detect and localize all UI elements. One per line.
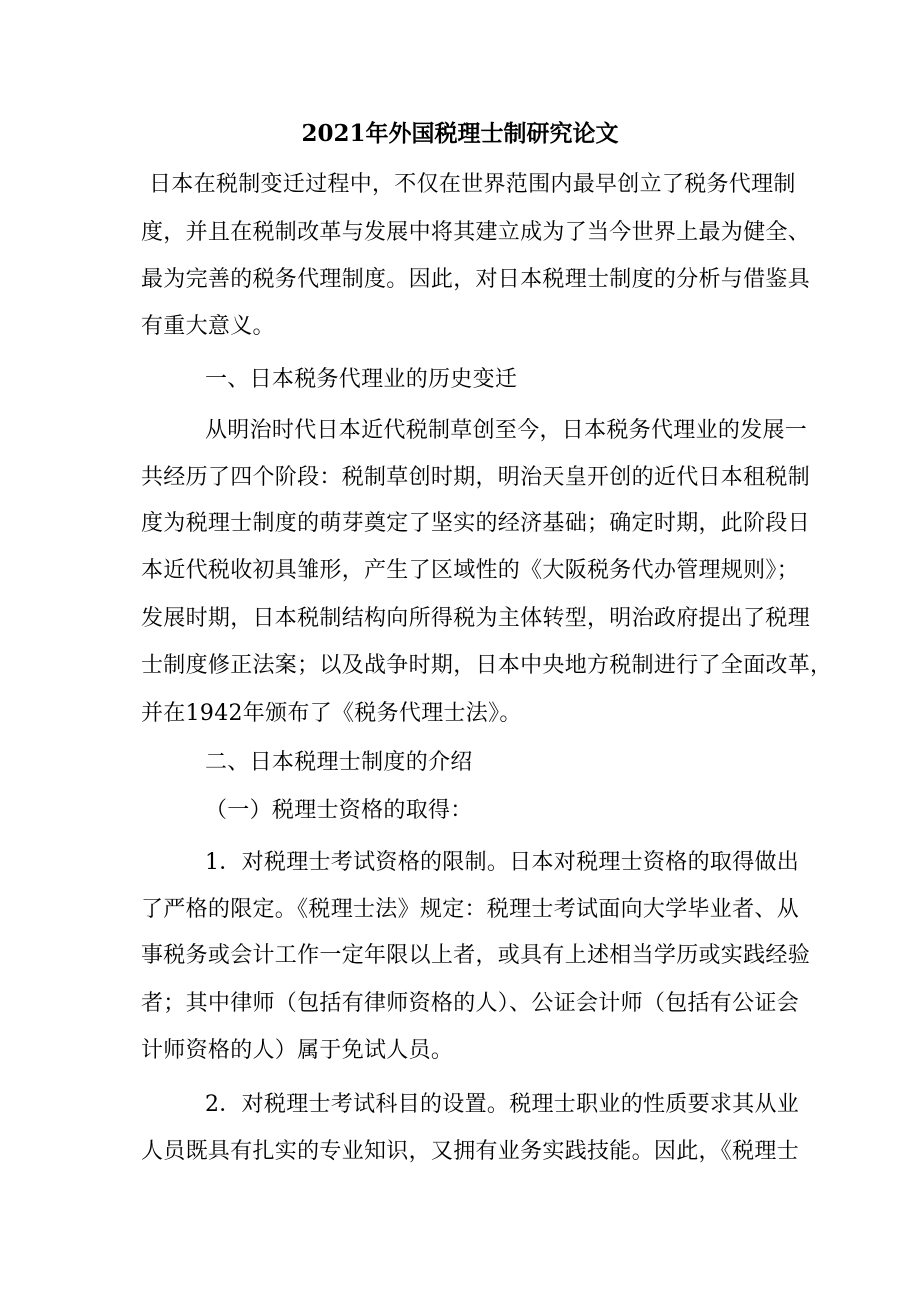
- paragraph-3-line-1: 1．对税理士考试资格的限制。日本对税理士资格的取得做出: [205, 850, 800, 875]
- paragraph-3-line-3: 事税务或会计工作一定年限以上者，或具有上述相当学历或实践经验: [141, 943, 811, 968]
- paragraph-1-line-2: 度，并且在税制改革与发展中将其建立成为了当今世界上最为健全、: [141, 220, 811, 245]
- paragraph-2-line-1: 从明治时代日本近代税制草创至今，日本税务代理业的发展一: [205, 418, 808, 443]
- section-heading-2: 二、日本税理士制度的介绍: [205, 750, 473, 775]
- paragraph-3-line-5: 计师资格的人）属于免试人员。: [141, 1038, 454, 1063]
- paragraph-1-line-1: 日本在税制变迁过程中，不仅在世界范围内最早创立了税务代理制: [149, 172, 796, 197]
- paragraph-2-line-4: 本近代税收初具雏形，产生了区域性的《大阪税务代办管理规则》；: [141, 558, 800, 583]
- subsection-heading-1: （一）税理士资格的取得：: [205, 798, 473, 823]
- paragraph-3-line-4: 者；其中律师（包括有律师资格的人）、公证会计师（包括有公证会: [141, 991, 800, 1016]
- paragraph-2-line-6: 士制度修正法案；以及战争时期，日本中央地方税制进行了全面改革，: [141, 653, 833, 678]
- paragraph-2-line-2: 共经历了四个阶段：税制草创时期，明治天皇开创的近代日本租税制: [141, 465, 811, 490]
- document-title: 2021年外国税理士制研究论文: [301, 120, 619, 147]
- paragraph-3-line-2: 了严格的限定。《税理士法》规定：税理士考试面向大学毕业者、从: [141, 897, 800, 922]
- paragraph-2-line-7: 并在1942年颁布了《税务代理士法》。: [141, 701, 522, 726]
- paragraph-4-line-1: 2．对税理士考试科目的设置。税理士职业的性质要求其从业: [205, 1092, 800, 1117]
- paragraph-2-line-3: 度为税理士制度的萌芽奠定了坚实的经济基础；确定时期，此阶段日: [141, 511, 811, 536]
- section-heading-1: 一、日本税务代理业的历史变迁: [205, 367, 518, 392]
- paragraph-1-line-3: 最为完善的税务代理制度。因此，对日本税理士制度的分析与借鉴具: [141, 267, 811, 292]
- paragraph-4-line-2: 人员既具有扎实的专业知识，又拥有业务实践技能。因此，《税理士: [141, 1139, 800, 1164]
- paragraph-1-line-4: 有重大意义。: [141, 314, 275, 339]
- paragraph-2-line-5: 发展时期，日本税制结构向所得税为主体转型，明治政府提出了税理: [141, 606, 811, 631]
